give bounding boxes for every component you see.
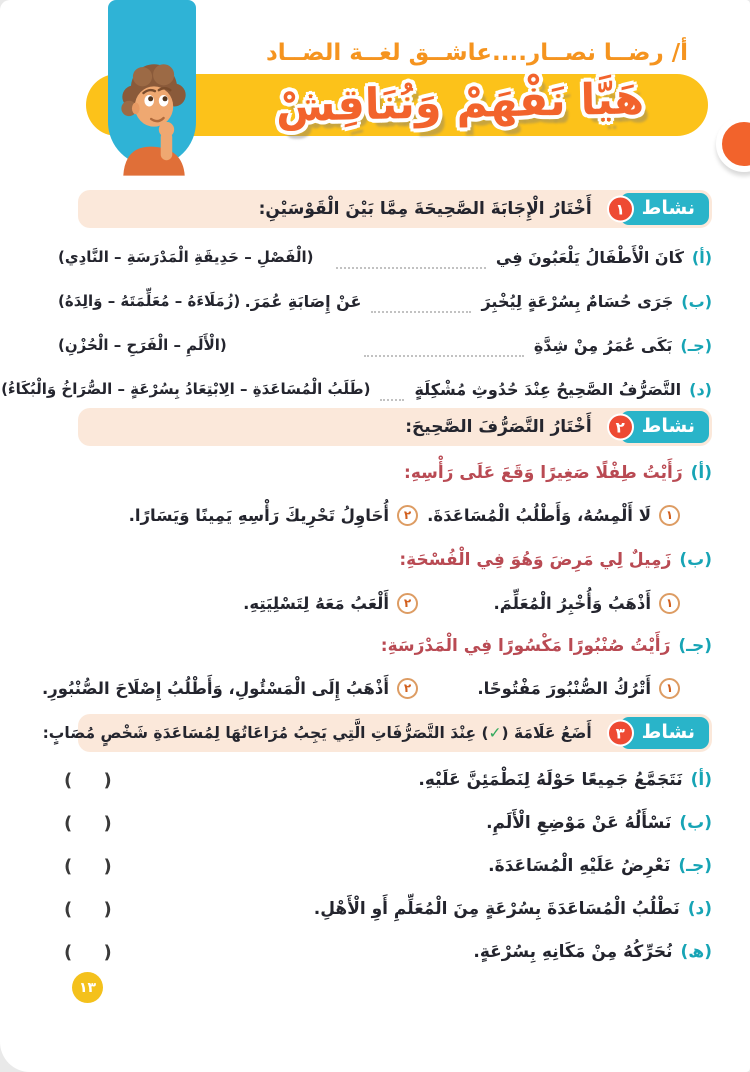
item-text: جَرَى حُسَامٌ بِسُرْعَةٍ لِيُخْبِرَ bbox=[481, 291, 674, 311]
activity2-options-a bbox=[58, 498, 680, 532]
item-choices: (الْفَصْلِ – حَدِيقَةِ الْمَدْرَسَةِ – النَّادِي) bbox=[58, 248, 314, 266]
activity-3-title bbox=[43, 724, 592, 742]
option-2-text: أَذْهَبُ إِلَى الْمَسْئُولِ، وَأَطْلُبُ إِصْلَاحَ الصُّنْبُورِ. bbox=[41, 678, 389, 698]
item-choices: (الْأَلَمِ – الْفَرَحِ – الْحُزْنِ) bbox=[58, 336, 227, 354]
activity1-item-b bbox=[58, 284, 712, 318]
answer-bracket: ( ) bbox=[64, 812, 112, 834]
option-1 bbox=[418, 505, 680, 526]
item-text: نَعْرِضُ عَلَيْهِ الْمُسَاعَدَةَ. bbox=[488, 856, 671, 876]
item-letter: (ھ) bbox=[680, 942, 712, 962]
activity3-item-a bbox=[64, 763, 712, 797]
option-1 bbox=[418, 593, 680, 614]
activity3-item-c bbox=[64, 849, 712, 883]
item-text: نَسْأَلُهُ عَنْ مَوْضِعِ الْأَلَمِ. bbox=[486, 813, 672, 833]
activity-2-title: أَخْتَارُ التَّصَرُّفَ الصَّحِيحَ: bbox=[405, 417, 592, 437]
activity-2-header bbox=[78, 408, 712, 446]
title-post: ) عِنْدَ التَّصَرُّفَاتِ الَّتِي يَجِبُ مُرَاعَاتُهَا لِمُسَاعَدَةِ شَخْصٍ مُصَابٍ: bbox=[42, 724, 489, 742]
activity-1-title: أَخْتَارُ الْإِجَابَةَ الصَّحِيحَةَ مِمَّا بَيْنَ الْقَوْسَيْنِ: bbox=[258, 199, 592, 219]
answer-bracket: ( ) bbox=[64, 941, 112, 963]
activity-1-header bbox=[78, 190, 712, 228]
item-letter: (أ) bbox=[690, 463, 712, 483]
checkmark-icon: ✓ bbox=[488, 724, 502, 742]
question-text: زَمِيلٌ لِي مَرِضَ وَهُوَ فِي الْفُسْحَةِ: bbox=[399, 550, 672, 570]
answer-bracket: ( ) bbox=[64, 769, 112, 791]
activity-1-badge bbox=[615, 193, 709, 225]
item-letter: (ب) bbox=[679, 813, 712, 833]
item-text: بَكَى عُمَرُ مِنْ شِدَّةِ bbox=[533, 335, 673, 355]
option-2-number: ٢ bbox=[397, 593, 418, 614]
item-letter: (د) bbox=[689, 379, 712, 399]
badge-label: نشاط bbox=[641, 415, 695, 437]
option-1-number: ١ bbox=[659, 505, 680, 526]
item-letter: (أ) bbox=[690, 770, 712, 790]
activity-3-number: ٣ bbox=[607, 720, 634, 747]
title-pre: أَضَعُ عَلَامَةَ ( bbox=[501, 724, 592, 742]
series-title: أ/ رضــا نصــار....عاشــق لغــة الضــاد bbox=[265, 40, 688, 66]
activity2-options-c bbox=[41, 671, 680, 705]
boy-icon bbox=[106, 58, 202, 178]
activity1-item-d bbox=[1, 372, 712, 406]
question-text: رَأَيْتُ صُنْبُورًا مَكْسُورًا فِي الْمَدْرَسَةِ: bbox=[380, 636, 671, 656]
activity2-question-a bbox=[58, 456, 712, 490]
answer-blank bbox=[336, 255, 486, 269]
option-1 bbox=[418, 678, 680, 699]
option-2 bbox=[243, 593, 418, 614]
answer-blank bbox=[371, 299, 471, 313]
item-letter: (جـ) bbox=[678, 636, 712, 656]
activity-2-badge bbox=[615, 411, 709, 443]
item-letter: (ب) bbox=[679, 550, 712, 570]
item-text: كَانَ الْأَطْفَالُ يَلْعَبُونَ فِي bbox=[495, 247, 684, 267]
option-1-number: ١ bbox=[659, 678, 680, 699]
activity1-item-a bbox=[58, 240, 712, 274]
option-2 bbox=[129, 505, 418, 526]
option-1-number: ١ bbox=[659, 593, 680, 614]
item-text: التَّصَرُّفُ الصَّحِيحُ عِنْدَ حُدُوثِ مُشْكِلَةٍ bbox=[414, 379, 682, 399]
item-text: نَطْلُبُ الْمُسَاعَدَةَ بِسُرْعَةٍ مِنَ الْمُعَلِّمِ أَوِ الْأَهْلِ. bbox=[313, 899, 680, 919]
badge-label: نشاط bbox=[641, 721, 695, 743]
option-2-number: ٢ bbox=[397, 505, 418, 526]
activity2-question-c bbox=[58, 629, 712, 663]
option-1-text: أَذْهَبُ وَأُخْبِرُ الْمُعَلِّمَ. bbox=[493, 593, 651, 613]
item-choices: (زُمَلَاءَهُ – مُعَلِّمَتَهُ – وَالِدَهُ) bbox=[58, 292, 241, 310]
answer-bracket: ( ) bbox=[64, 898, 112, 920]
activity-2-number: ٢ bbox=[607, 414, 634, 441]
item-letter: (أ) bbox=[691, 247, 712, 267]
thinking-boy-illustration bbox=[106, 58, 202, 178]
activity2-options-b bbox=[58, 586, 680, 620]
badge-label: نشاط bbox=[641, 197, 695, 219]
item-suffix: عَنْ إِصَابَةِ عُمَرَ. bbox=[244, 291, 362, 311]
activity3-item-e bbox=[64, 935, 712, 969]
item-choices: (طَلَبُ الْمُسَاعَدَةِ – الِابْتِعَادُ بِسُرْعَةٍ – الصُّرَاخُ وَالْبُكَاءُ) bbox=[1, 380, 371, 398]
item-letter: (جـ) bbox=[678, 856, 712, 876]
item-text: نُحَرِّكُهُ مِنْ مَكَانِهِ بِسُرْعَةٍ. bbox=[473, 942, 673, 962]
item-letter: (ب) bbox=[681, 291, 712, 311]
item-text: نَتَجَمَّعُ جَمِيعًا حَوْلَهُ لِنَطْمَئِنَّ عَلَيْهِ. bbox=[418, 770, 683, 790]
option-2 bbox=[42, 678, 418, 699]
activity-3-header bbox=[42, 714, 712, 752]
item-letter: (د) bbox=[687, 899, 712, 919]
page-number: ١٣ bbox=[72, 972, 103, 1003]
option-1-text: لَا أَلْمِسُهُ، وَأَطْلُبُ الْمُسَاعَدَةَ. bbox=[427, 505, 651, 525]
banner-title: هَيَّا نَفْهَمْ وَنُنَاقِشْ bbox=[275, 74, 645, 132]
answer-blank bbox=[364, 343, 524, 357]
option-2-number: ٢ bbox=[397, 678, 418, 699]
option-1-text: أَتْرُكُ الصُّنْبُورَ مَفْتُوحًا. bbox=[477, 678, 651, 698]
answer-bracket: ( ) bbox=[64, 855, 112, 877]
activity2-question-b bbox=[58, 543, 712, 577]
activity-1-number: ١ bbox=[607, 196, 634, 223]
activity-3-badge bbox=[615, 717, 709, 749]
page-edge-ornament bbox=[716, 116, 750, 172]
option-2-text: أُحَاوِلُ تَحْرِيكَ رَأْسِهِ يَمِينًا وَيَسَارًا. bbox=[128, 505, 389, 525]
question-text: رَأَيْتُ طِفْلًا صَغِيرًا وَقَعَ عَلَى رَأْسِهِ: bbox=[404, 463, 683, 483]
activity1-item-c bbox=[58, 328, 712, 362]
activity3-item-b bbox=[64, 806, 712, 840]
item-letter: (جـ) bbox=[680, 335, 712, 355]
activity3-item-d bbox=[64, 892, 712, 926]
answer-blank bbox=[380, 387, 404, 401]
option-2-text: أَلْعَبُ مَعَهُ لِتَسْلِيَتِهِ. bbox=[243, 593, 389, 613]
